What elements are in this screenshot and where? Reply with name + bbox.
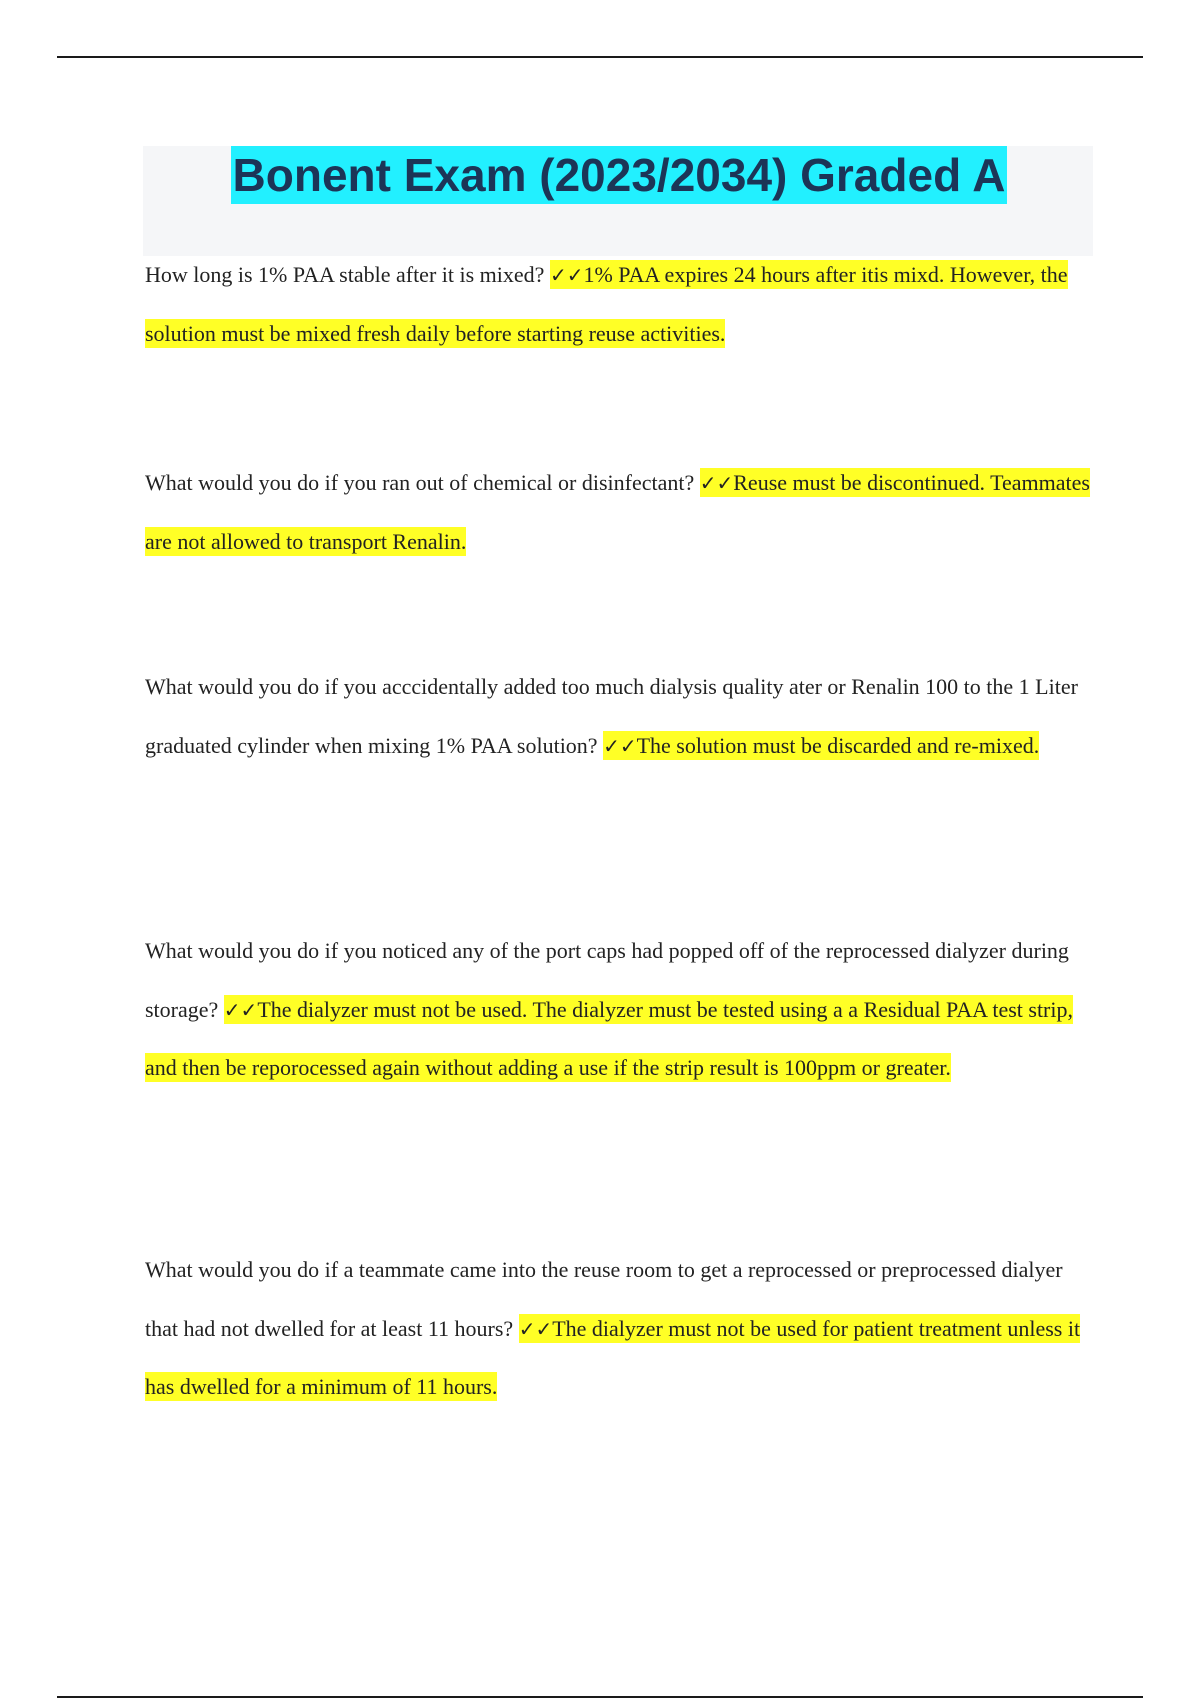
- qa-item-1: [145, 246, 1095, 363]
- answer-highlight: [145, 995, 1073, 1083]
- answer-text: 1% PAA expires 24 hours after itis mixd. However, the solution must be mixed fresh daily before starting reuse activities.: [145, 262, 1068, 346]
- double-check-icon: ✓✓: [699, 471, 734, 495]
- double-check-icon: ✓✓: [223, 997, 258, 1022]
- question-text: What would you do if you acccidentally added too much dialysis quality ater or Renalin 100 to the 1 Liter graduated cylinder when mixing 1% PAA solution?: [145, 674, 1078, 758]
- question-text: How long is 1% PAA stable after it is mixed?: [145, 262, 550, 287]
- qa-item-2: [145, 454, 1095, 571]
- double-check-icon: ✓✓: [603, 733, 637, 758]
- answer-text: Reuse must be discontinued. Teammates are not allowed to transport Renalin.: [145, 470, 1090, 554]
- answer-text: The dialyzer must not be used for patient treatment unless it has dwelled for a minimum of 11 hours.: [145, 1315, 1081, 1399]
- question-text: What would you do if you noticed any of the port caps had popped off of the reprocessed dialyzer during storage?: [145, 938, 1069, 1022]
- qa-item-3: [145, 658, 1095, 775]
- document-title: Bonent Exam (2023/2034) Graded A: [231, 146, 1008, 204]
- question-text: What would you do if a teammate came into the reuse room to get a reprocessed or preprocessed dialyer that had not dwelled for at least 11 hours?: [145, 1257, 1063, 1341]
- double-check-icon: ✓✓: [518, 1316, 553, 1341]
- double-check-icon: ✓✓: [549, 263, 584, 287]
- qa-item-5: [145, 1241, 1095, 1417]
- answer-text: The solution must be discarded and re-mixed.: [636, 732, 1040, 758]
- answer-highlight: [603, 731, 1039, 760]
- bottom-rule: [57, 1696, 1143, 1698]
- qa-item-4: [145, 922, 1095, 1098]
- answer-text: The dialyzer must not be used. The dialyzer must be tested using a a Residual PAA test strip, and then be reporocessed again without adding a use if the strip result is 100ppm or greater.: [145, 996, 1073, 1080]
- question-text: What would you do if you ran out of chemical or disinfectant?: [145, 470, 700, 495]
- top-rule: [57, 56, 1143, 58]
- title-band: [143, 146, 1093, 256]
